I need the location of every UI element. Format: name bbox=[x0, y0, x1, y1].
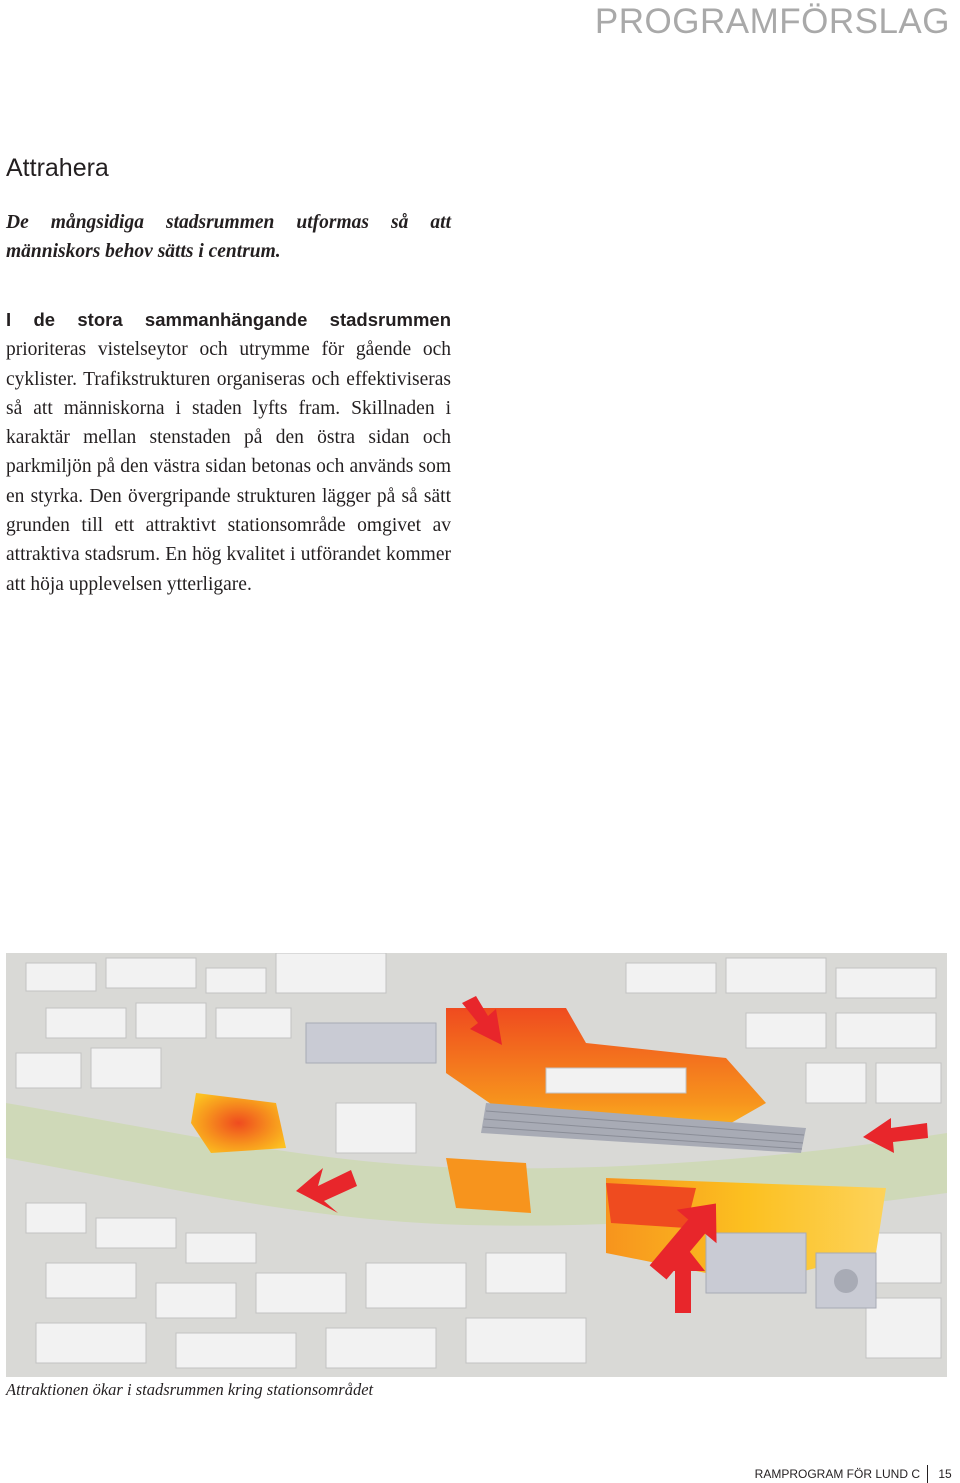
footer-divider bbox=[927, 1465, 928, 1483]
figure-caption: Attraktionen ökar i stadsrummen kring stationsområdet bbox=[6, 1380, 374, 1399]
running-header-title: PROGRAMFÖRSLAG bbox=[594, 2, 950, 41]
map-drawing bbox=[6, 953, 947, 1377]
body-paragraph bbox=[6, 305, 451, 599]
page-footer bbox=[0, 1465, 960, 1483]
section-heading: Attrahera bbox=[6, 154, 109, 182]
aerial-map-illustration bbox=[6, 953, 947, 1377]
lead-paragraph: De mångsidiga stadsrummen utformas så att människors behov sätts i centrum. bbox=[6, 212, 451, 262]
body-text-rest: prioriteras vistelseytor och utrymme för gående och cyklister. Trafikstrukturen organiseras och effektiviseras så att människorna i staden lyfts fram. Skillnaden i karaktär mellan stenstaden på den östra sidan och parkmiljön på den västra sidan betonas och används som en styrka. Den övergripande strukturen lägger på så sätt grunden till ett attraktivt stationsområde omgivet av attraktiva stadsrum. En hög kvalitet i utförandet kommer att höja upplevelsen ytterligare. bbox=[6, 339, 451, 595]
body-intro-bold: I de stora sammanhängande stadsrummen bbox=[6, 309, 451, 330]
page-number: 15 bbox=[938, 1467, 952, 1481]
footer-document-title: RAMPROGRAM FÖR LUND C bbox=[754, 1467, 920, 1481]
